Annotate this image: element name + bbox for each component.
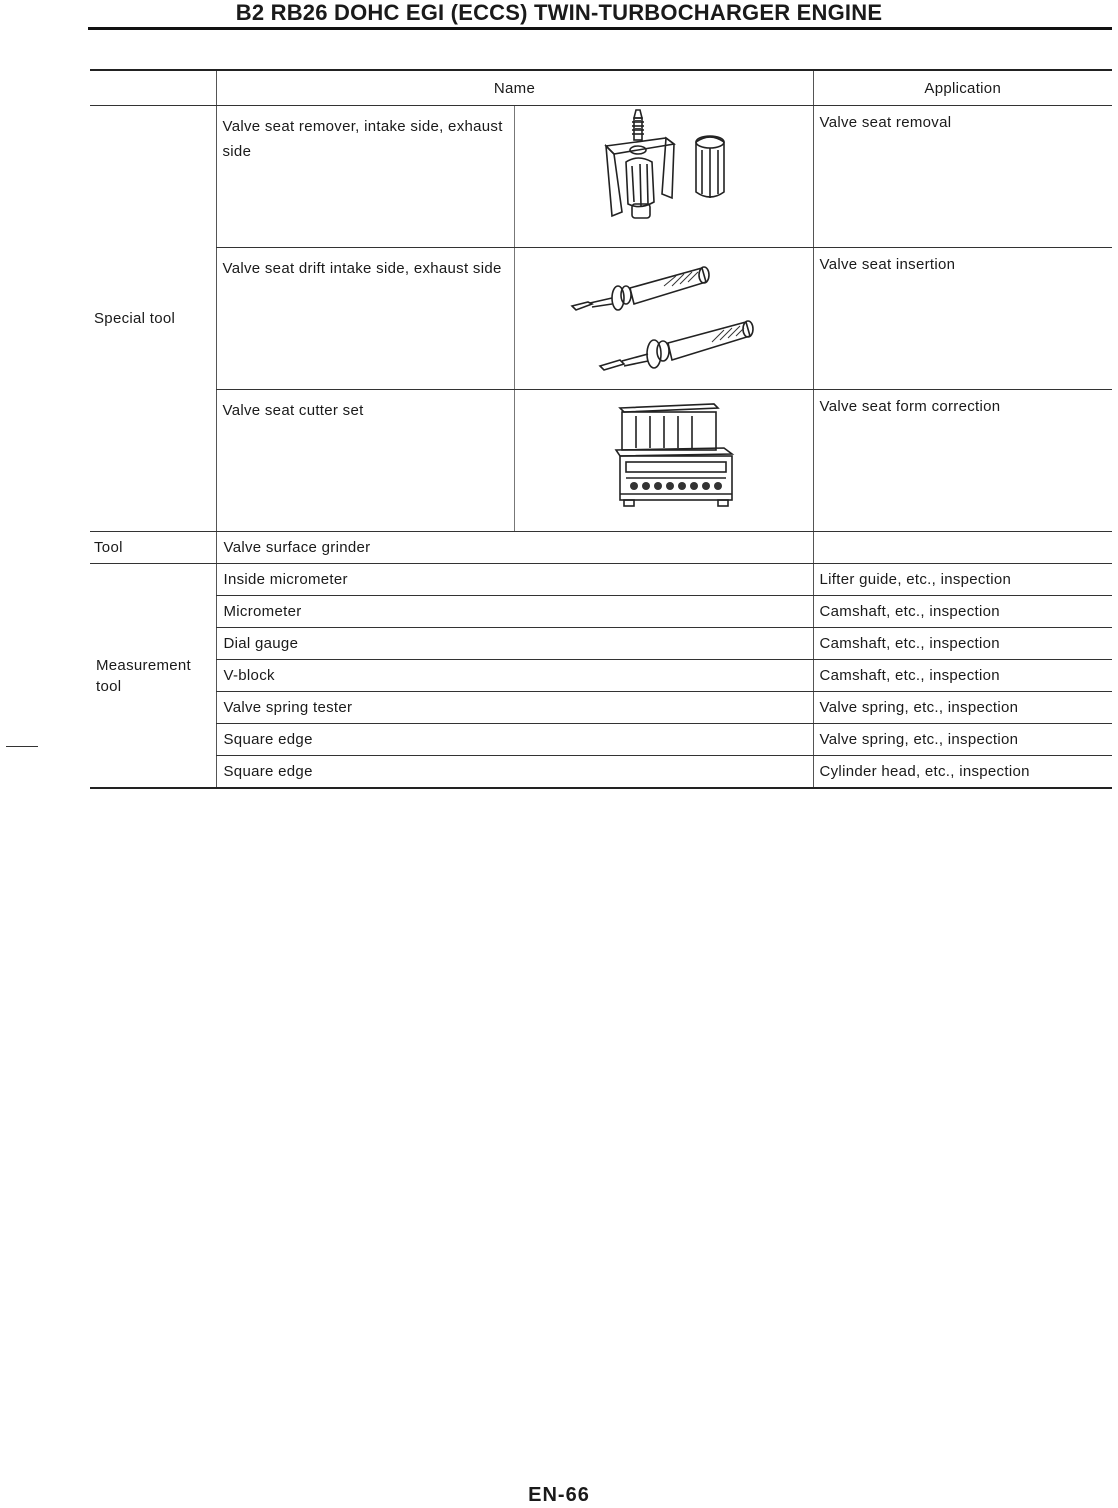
tool-application: Valve spring, etc., inspection [813,724,1112,756]
category-measurement-tool: Measurement tool [90,564,216,789]
tool-illustration-cell [514,248,813,390]
valve-seat-cutter-set-illustration [564,390,764,520]
header-category-cell [90,71,216,106]
table-row [90,756,1112,789]
tool-name: Micrometer [216,596,813,628]
tool-application [813,532,1112,564]
tool-application: Valve spring, etc., inspection [813,692,1112,724]
category-special-tool: Special tool [90,106,216,532]
tool-application: Camshaft, etc., inspection [813,660,1112,692]
tool-illustration-cell [514,390,813,532]
tool-application: Valve seat removal [813,106,1112,248]
tool-name: Valve seat remover, intake side, exhaust side [216,106,514,248]
tool-name: Dial gauge [216,628,813,660]
tool-name: V-block [216,660,813,692]
table-row [90,724,1112,756]
tool-name: Valve surface grinder [216,532,813,564]
title-underline [88,27,1112,30]
table-row [90,660,1112,692]
tool-name: Inside micrometer [216,564,813,596]
column-header-application: Application [813,71,1112,106]
tool-application: Camshaft, etc., inspection [813,596,1112,628]
tool-name: Square edge [216,724,813,756]
table-header-row [90,71,1112,106]
tool-name: Valve seat cutter set [216,390,514,532]
table-row [90,564,1112,596]
tool-application: Valve seat insertion [813,248,1112,390]
valve-seat-remover-illustration [574,106,754,236]
page-number: EN-66 [528,1484,590,1506]
tool-table [90,69,1112,789]
table-row [90,390,1112,532]
table-row [90,106,1112,248]
page-title: B2 RB26 DOHC EGI (ECCS) TWIN-TURBOCHARGER ENGINE [235,0,883,25]
tool-application: Lifter guide, etc., inspection [813,564,1112,596]
tool-name: Square edge [216,756,813,789]
table-row [90,248,1112,390]
tool-application: Valve seat form correction [813,390,1112,532]
tool-illustration-cell [514,106,813,248]
category-tool: Tool [90,532,216,564]
table-row [90,692,1112,724]
table-row [90,628,1112,660]
tool-application: Cylinder head, etc., inspection [813,756,1112,789]
column-header-name: Name [216,71,813,106]
tool-name: Valve spring tester [216,692,813,724]
table-row [90,532,1112,564]
tool-application: Camshaft, etc., inspection [813,628,1112,660]
tool-name: Valve seat drift intake side, exhaust side [216,248,514,390]
margin-mark [6,746,38,747]
table-row [90,596,1112,628]
valve-seat-drift-illustration [564,248,764,378]
